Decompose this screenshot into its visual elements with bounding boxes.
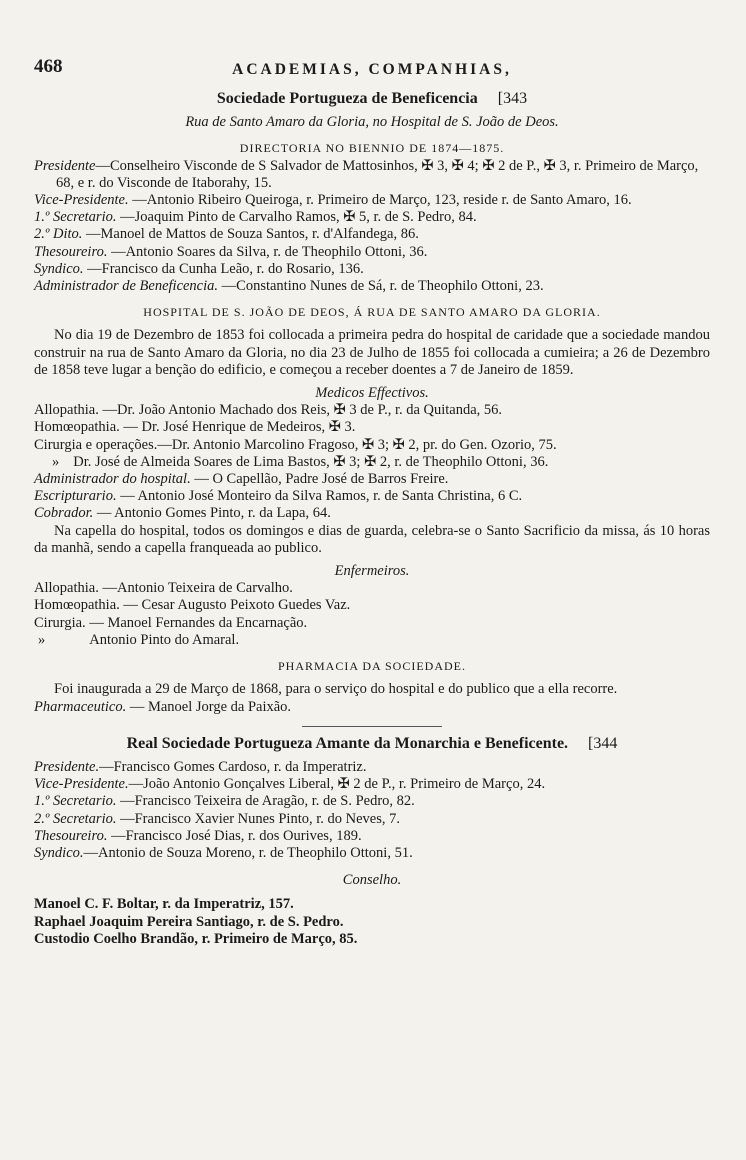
- capella-paragraph: Na capella do hospital, todos os domingos e dias de guarda, celebra-se o Santo Sacrificio da missa, ás 10 horas da manhã, sendo a capella franqueada ao publico.: [34, 522, 710, 556]
- role-label: Thesoureiro.: [34, 827, 108, 844]
- staff-entry: [34, 505, 710, 522]
- enfermeiro-entry: [34, 632, 710, 649]
- directorate-entry: [34, 158, 710, 192]
- directorate-entry: [34, 226, 710, 243]
- role-label: 2.º Secretario.: [34, 810, 117, 827]
- directorate-entry: [34, 776, 710, 793]
- specialty-label: Allopathia.: [34, 402, 99, 419]
- entry-text: Antonio Pinto do Amaral.: [89, 631, 240, 648]
- medico-entry: [34, 437, 710, 454]
- directorate-entry: [34, 261, 710, 278]
- entry-text: —Francisco Teixeira de Aragão, r. de S. Pedro, 82.: [116, 793, 415, 810]
- directorate-heading: DIRECTORIA NO BIENNIO DE 1874—1875.: [239, 141, 505, 156]
- conselho-member: Custodio Coelho Brandão, r. Primeiro de Março, 85.: [34, 930, 358, 947]
- specialty-label: Cirurgia e operações.: [34, 436, 158, 453]
- entry-text: —Manoel de Mattos de Souza Santos, r. d'Alfandega, 86.: [82, 226, 419, 243]
- section-344-title: [34, 735, 710, 752]
- role-label: 1.º Secretario.: [34, 209, 117, 226]
- section-title-text: Real Sociedade Portugueza Amante da Monarchia e Beneficente.: [126, 734, 569, 752]
- running-title: ACADEMIAS, COMPANHIAS,: [232, 61, 512, 78]
- enfermeiro-entry: [34, 597, 710, 614]
- entry-text: —Francisco Xavier Nunes Pinto, r. do Neves, 7.: [116, 810, 400, 827]
- role-label: 2.º Dito.: [34, 226, 83, 243]
- entry-text: — Dr. José Henrique de Medeiros, ✠ 3.: [119, 419, 356, 436]
- specialty-label: Allopathia.: [34, 580, 99, 597]
- directorate-list: [34, 158, 710, 296]
- role-label: 1.º Secretario.: [34, 793, 117, 810]
- role-label: Escripturario.: [34, 488, 117, 505]
- document-page: [34, 58, 710, 948]
- directorate-entry: [34, 845, 710, 862]
- entry-text: —Joaquim Pinto de Carvalho Ramos, ✠ 5, r. de S. Pedro, 84.: [116, 209, 477, 226]
- role-label: Vice-Presidente.: [34, 192, 129, 209]
- medico-entry: [34, 402, 710, 419]
- conselho-list: [34, 896, 710, 948]
- staff-entry: [34, 488, 710, 505]
- directorate-entry: [34, 209, 710, 226]
- entry-text: —João Antonio Gonçalves Liberal, ✠ 2 de P., r. Primeiro de Março, 24.: [128, 776, 546, 793]
- section-343-title: [34, 90, 710, 107]
- directorate-entry: [34, 192, 710, 209]
- role-label: Syndico.: [34, 260, 84, 277]
- section-number: [344: [588, 734, 618, 752]
- directorate-entry: [34, 793, 710, 810]
- role-label: Administrador do hospital.: [34, 471, 191, 488]
- entry-text: —Dr. Antonio Marcolino Fragoso, ✠ 3; ✠ 2, pr. do Gen. Ozorio, 75.: [157, 436, 557, 453]
- directorate-entry: [34, 278, 710, 295]
- entry-text: —Dr. João Antonio Machado dos Reis, ✠ 3 de P., r. da Quitanda, 56.: [98, 402, 503, 419]
- entry-text: —Antonio Ribeiro Queiroga, r. Primeiro de Março, 123, reside r. de Santo Amaro, 16.: [128, 192, 632, 209]
- entry-text: —Antonio Teixeira de Carvalho.: [98, 580, 293, 597]
- specialty-label: Cirurgia.: [34, 614, 86, 631]
- medicos-list: [34, 402, 710, 471]
- enfermeiros-list: [34, 580, 710, 649]
- section-divider: [302, 726, 442, 727]
- specialty-label: Homœopathia.: [34, 597, 120, 614]
- directorate-list: [34, 759, 710, 862]
- pharmacia-paragraph: Foi inaugurada a 29 de Março de 1868, para o serviço do hospital e do publico que a ella recorre.: [54, 681, 618, 698]
- entry-text: — Manoel Fernandes da Encarnação.: [85, 614, 308, 631]
- pharmaceutico-entry: [34, 699, 710, 716]
- hospital-heading: HOSPITAL DE S. JOÃO DE DEOS, Á RUA DE SANTO AMARO DA GLORIA.: [143, 305, 601, 320]
- page-number: 468: [34, 56, 63, 77]
- section-address: Rua de Santo Amaro da Gloria, no Hospital de S. João de Deos.: [185, 114, 559, 131]
- entry-text: —Constantino Nunes de Sá, r. de Theophilo Ottoni, 23.: [218, 278, 544, 295]
- entry-text: — O Capellão, Padre José de Barros Freire.: [190, 471, 449, 488]
- role-label: Thesoureiro.: [34, 243, 108, 260]
- role-label: Presidente: [34, 157, 96, 174]
- medicos-heading: Medicos Effectivos.: [315, 385, 429, 402]
- section-title-text: Sociedade Portugueza de Beneficencia: [216, 90, 478, 107]
- specialty-label: Homœopathia.: [34, 419, 120, 436]
- enfermeiros-heading: Enfermeiros.: [334, 563, 410, 580]
- role-label: Cobrador.: [34, 505, 94, 522]
- entry-text: — Manoel Jorge da Paixão.: [126, 698, 292, 715]
- conselho-member: Manoel C. F. Boltar, r. da Imperatriz, 157.: [34, 896, 294, 913]
- hospital-paragraph: No dia 19 de Dezembro de 1853 foi collocada a primeira pedra do hospital de caridade que a sociedade mandou construir na rua de Santo Amaro da Gloria, no dia 23 de Julho de 1855 foi collocada a cumieira; a 26 de Dezembro de 1858 teve lugar a benção do edificio, e começou a receber doentes a 7 de Janeiro de 1859.: [34, 327, 710, 378]
- role-label: Vice-Presidente.: [34, 776, 129, 793]
- directorate-entry: [34, 759, 710, 776]
- directorate-entry: [34, 811, 710, 828]
- entry-text: — Cesar Augusto Peixoto Guedes Vaz.: [119, 597, 351, 614]
- pharmacia-heading: PHARMACIA DA SOCIEDADE.: [277, 659, 467, 674]
- staff-list: [34, 471, 710, 523]
- enfermeiro-entry: [34, 615, 710, 632]
- role-label: Presidente.: [34, 758, 100, 775]
- directorate-entry: [34, 244, 710, 261]
- entry-text: —Antonio de Souza Moreno, r. de Theophilo Ottoni, 51.: [83, 844, 413, 861]
- conselho-member: Raphael Joaquim Pereira Santiago, r. de S. Pedro.: [34, 913, 344, 930]
- medico-entry: [34, 454, 710, 471]
- section-number: [343: [497, 90, 528, 107]
- entry-text: —Francisco José Dias, r. dos Ourives, 189.: [107, 827, 362, 844]
- conselho-heading: Conselho.: [342, 872, 402, 889]
- entry-text: —Conselheiro Visconde de S Salvador de Mattosinhos, ✠ 3, ✠ 4; ✠ 2 de P., ✠ 3, r. Primeiro de Março, 68, e r. do Visconde de Itaborahy, 15.: [56, 157, 699, 191]
- ditto-mark: »: [52, 453, 60, 470]
- entry-text: Dr. José de Almeida Soares de Lima Bastos, ✠ 3; ✠ 2, r. de Theophilo Ottoni, 36.: [73, 453, 549, 470]
- entry-text: —Francisco Gomes Cardoso, r. da Imperatriz.: [99, 758, 367, 775]
- entry-text: —Antonio Soares da Silva, r. de Theophilo Ottoni, 36.: [107, 243, 428, 260]
- enfermeiro-entry: [34, 580, 710, 597]
- page-header: [34, 58, 710, 82]
- role-label: Syndico.: [34, 844, 84, 861]
- medico-entry: [34, 419, 710, 436]
- entry-text: — Antonio Gomes Pinto, r. da Lapa, 64.: [93, 505, 331, 522]
- ditto-mark: »: [38, 631, 46, 648]
- role-label: Administrador de Beneficencia.: [34, 278, 219, 295]
- entry-text: — Antonio José Monteiro da Silva Ramos, r. de Santa Christina, 6 C.: [116, 488, 523, 505]
- entry-text: —Francisco da Cunha Leão, r. do Rosario, 136.: [83, 260, 364, 277]
- role-label: Pharmaceutico.: [34, 698, 127, 715]
- staff-entry: [34, 471, 710, 488]
- directorate-entry: [34, 828, 710, 845]
